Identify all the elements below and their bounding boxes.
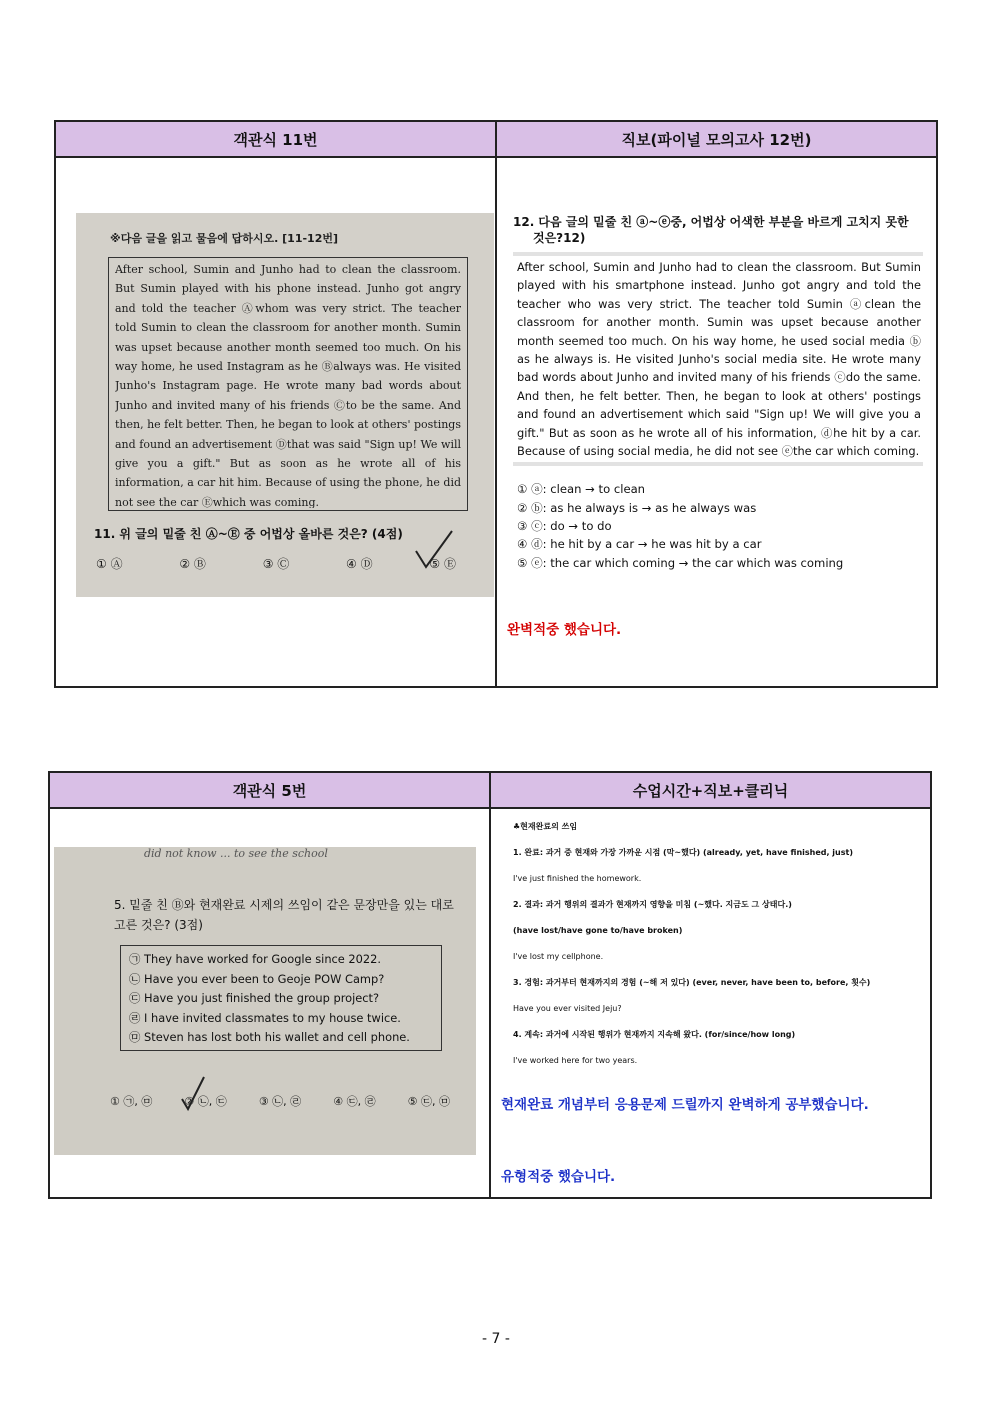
exam-photo-q11 [76, 213, 494, 597]
comparison-table-1 [54, 120, 938, 688]
question-12 [513, 214, 923, 572]
option: ④ ㉢, ㉣ [333, 1095, 376, 1108]
right-header: 직보(파이널 모의고사 12번) [496, 121, 937, 157]
right-header: 수업시간+직보+클리닉 [490, 772, 931, 808]
sentence: ㉣ I have invited classmates to my house twice. [129, 1010, 401, 1025]
option: ③ ㉡, ㉣ [258, 1095, 302, 1108]
left-cell [49, 808, 490, 1198]
option: ① Ⓐ [96, 557, 123, 571]
result-text: 유형적중 했습니다. [501, 1169, 616, 1185]
note-example: I've just finished the homework. [513, 874, 642, 883]
question-title: 12. 다음 글의 밑줄 친 ⓐ~ⓔ중, 어법상 어색한 부분을 바르게 고치지 못한 것은?12) [513, 215, 909, 245]
note-title: 3. 경험: 과거부터 현재까지의 경험 (~해 저 있다) (ever, never, have been to, before, 횟수) [513, 978, 871, 987]
option: ② Ⓑ [179, 557, 206, 571]
choice: ② ⓑ: as he always is → as he always was [517, 500, 757, 515]
photo-question: 5. 밑줄 친 Ⓑ와 현재완료 시제의 쓰임이 같은 문장만을 있는 대로 고른 것은? (3점) [114, 898, 454, 932]
photo-options [110, 1093, 450, 1109]
photo-passage: After school, Sumin and Junho had to clean the classroom. But Sumin played with his phone instead. Junho got angry and told the teacher Ⓐwhom was very strict. The teacher told Sumin to clean the classroom for another month. Sumin was upset because another month seemed too much. On his way home, he used Instagram as he Ⓑalways was. He visited Junho's Instagram page. He wrote many bad words about Junho and invited many of his friends Ⓒto be the same. And then, he felt better. Then, he began to look at others' postings and found an advertisement Ⓓthat was said "Sign up! We will give you a gift." But as soon as he wrote all of his information, a car hit him. Because of using the phone, he did not see the car Ⓔwhich was coming. [115, 263, 461, 508]
option: ④ Ⓓ [346, 557, 373, 571]
sentence: ㉡ Have you ever been to Geoje POW Camp? [129, 971, 385, 986]
comparison-table-2 [48, 771, 932, 1199]
photo-options [96, 555, 456, 572]
left-header: 객관식 11번 [55, 121, 496, 157]
note-title: 4. 계속: 과거에 시작된 행위가 현재까지 지속해 왔다. (for/since/how long) [513, 1030, 796, 1039]
choice: ④ ⓓ: he hit by a car → he was hit by a car [517, 537, 762, 552]
page-number: - 7 - [482, 1331, 510, 1347]
sentence: ㉢ Have you just finished the group project? [129, 991, 380, 1006]
exam-photo-q5 [54, 847, 476, 1155]
summary-text: 현재완료 개념부터 응용문제 드릴까지 완벽하게 공부했습니다. [501, 1097, 869, 1113]
option: ② ㉡, ㉢ [184, 1095, 227, 1108]
photo-instruction: ※다음 글을 읽고 물음에 답하시오. [11-12번] [110, 232, 339, 245]
choice: ③ ⓒ: do → to do [517, 519, 612, 534]
sentence-box [120, 945, 442, 1051]
question-passage: After school, Sumin and Junho had to clean the classroom. But Sumin played with his smartphone instead. Junho got angry and told the teacher who was very strict. The teacher told Sumin ⓐclean the classroom for another month. Sumin was upset because another month seemed too much. On his way home, he used social media ⓑ as he always is. He visited Junho's social media site. He wrote many bad words about Junho and invited many of his friends ⓒdo the same. And then, he felt better. Then, he began to look at others' postings and found an advertisement which said "Sign up! We will give you a gift." But as soon as he wrote all of his information, ⓓhe hit by a car. Because of using social media, he did not see ⓔthe car which coming. [513, 252, 923, 466]
choice: ① ⓐ: clean → to clean [517, 482, 646, 497]
notes-heading: ♣현재완료의 쓰임 [513, 822, 578, 831]
option: ⑤ Ⓔ [429, 557, 456, 571]
passage-box [108, 257, 468, 511]
photo-scribble: did not know ... to see the school [144, 847, 328, 860]
option: ⑤ ㉢, ㉤ [407, 1095, 450, 1108]
note-example: Have you ever visited Jeju? [513, 1004, 622, 1013]
sentence: ㉤ Steven has lost both his wallet and cell phone. [129, 1030, 410, 1045]
right-cell [490, 808, 931, 1198]
checkmark-icon [178, 1073, 208, 1113]
checkmark-icon [412, 527, 456, 573]
note-example: (have lost/have gone to/have broken) [513, 926, 683, 935]
choice: ⑤ ⓔ: the car which coming → the car which was coming [517, 555, 844, 570]
note-example: I've lost my cellphone. [513, 952, 604, 961]
photo-question: 11. 위 글의 밑줄 친 Ⓐ~Ⓔ 중 어법상 올바른 것은? (4점) [94, 527, 403, 541]
right-cell [496, 157, 937, 687]
note-title: 2. 결과: 과거 행위의 결과가 현재까지 영향을 미침 (~했다. 지금도 그 상태다.) [513, 900, 792, 909]
result-text: 완벽적중 했습니다. [507, 622, 622, 638]
sentence: ㉠ They have worked for Google since 2022. [129, 952, 382, 966]
grammar-notes [513, 821, 913, 1081]
note-title: 1. 완료: 과거 중 현재와 가장 가까운 시점 (막~했다) (already, yet, have finished, just) [513, 848, 853, 857]
option: ③ Ⓒ [262, 557, 290, 571]
note-example: I've worked here for two years. [513, 1056, 638, 1065]
left-header: 객관식 5번 [49, 772, 490, 808]
answer-choices [513, 480, 923, 571]
left-cell [55, 157, 496, 687]
option: ① ㉠, ㉤ [110, 1095, 153, 1108]
